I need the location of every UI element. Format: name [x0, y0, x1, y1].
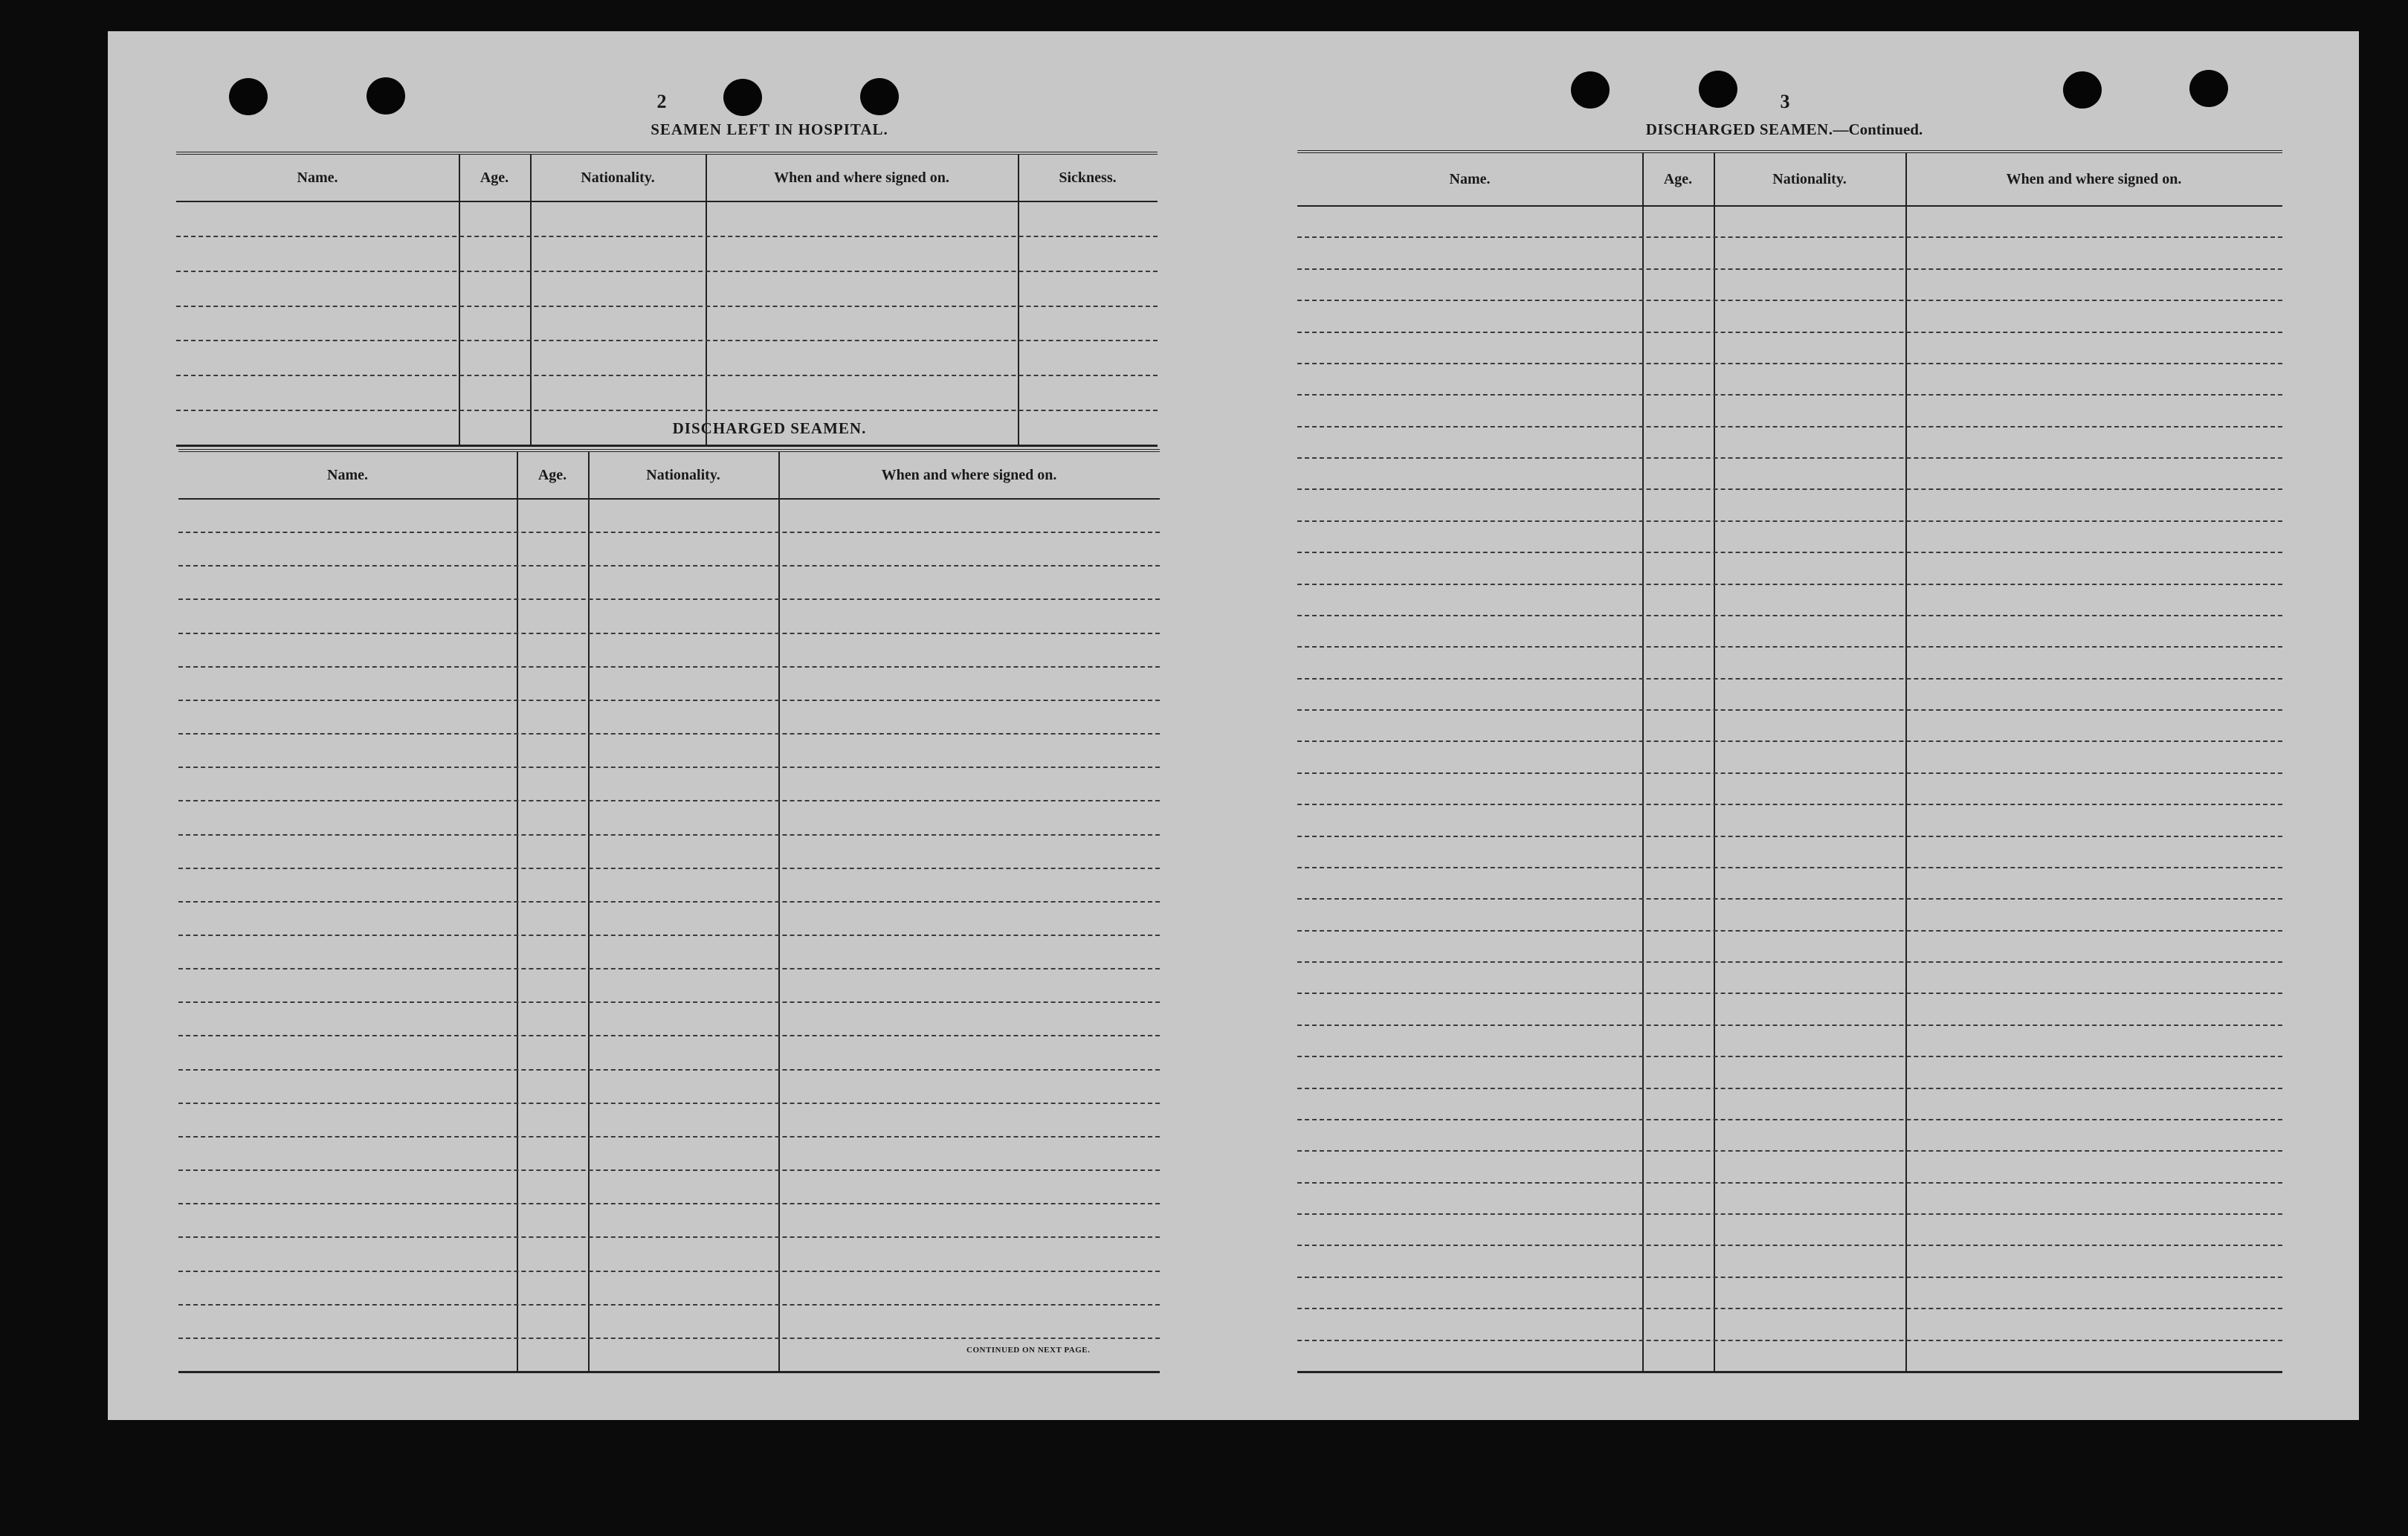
ruled-row-line: [1297, 1088, 2282, 1089]
ruled-row-line: [178, 968, 1160, 969]
punch-hole: [1699, 71, 1737, 108]
ruled-row-line: [178, 1069, 1160, 1071]
ruled-row-line: [178, 1271, 1160, 1272]
ruled-row-line: [1297, 236, 2282, 238]
column-divider: [588, 452, 590, 1371]
ruled-row-line: [1297, 552, 2282, 553]
punch-hole: [229, 78, 268, 115]
ruled-row-line: [1297, 1150, 2282, 1152]
column-header-name: Name.: [1449, 170, 1491, 187]
ruled-row-line: [178, 565, 1160, 567]
ruled-row-line: [1297, 300, 2282, 301]
ruled-row-line: [178, 1169, 1160, 1171]
ruled-row-line: [1297, 678, 2282, 680]
hospital-table: [176, 152, 1158, 447]
ruled-row-line: [1297, 268, 2282, 270]
ruled-row-line: [178, 868, 1160, 869]
ruled-row-line: [178, 1304, 1160, 1306]
ruled-row-line: [1297, 646, 2282, 648]
ruled-row-line: [1297, 993, 2282, 994]
ruled-row-line: [178, 1337, 1160, 1339]
ruled-row-line: [178, 1035, 1160, 1036]
ruled-row-line: [178, 935, 1160, 936]
ruled-row-line: [1297, 1056, 2282, 1057]
column-header-name: Name.: [297, 169, 338, 186]
ruled-row-line: [176, 410, 1158, 411]
column-header-nationality: Nationality.: [581, 169, 655, 186]
column-divider: [778, 452, 780, 1371]
punch-hole: [367, 77, 405, 114]
right-page-number: 3: [1780, 91, 1790, 112]
discharged-continued-title-suffix: —Continued.: [1833, 120, 1923, 138]
discharged-continued-header: [1297, 153, 2282, 207]
ruled-row-line: [1297, 804, 2282, 805]
ruled-row-line: [178, 1103, 1160, 1104]
ruled-row-line: [178, 598, 1160, 600]
ruled-row-line: [1297, 709, 2282, 711]
column-divider: [1714, 153, 1715, 1371]
ruled-row-line: [1297, 1119, 2282, 1120]
discharged-continued-title-main: DISCHARGED SEAMEN.: [1645, 120, 1833, 138]
ruled-row-line: [1297, 740, 2282, 742]
ruled-row-line: [178, 1236, 1160, 1238]
punch-hole: [2063, 71, 2102, 109]
hospital-table-header: [176, 155, 1158, 202]
column-header-signed-on: When and where signed on.: [881, 466, 1057, 483]
form-sheet: [108, 31, 2359, 1420]
ruled-row-line: [178, 901, 1160, 903]
ruled-row-line: [1297, 898, 2282, 900]
ruled-row-line: [178, 700, 1160, 701]
ruled-row-line: [176, 306, 1158, 307]
column-divider: [1642, 153, 1644, 1371]
column-header-nationality: Nationality.: [1772, 170, 1847, 187]
continued-note: CONTINUED ON NEXT PAGE.: [966, 1346, 1091, 1355]
ruled-row-line: [176, 271, 1158, 272]
punch-hole: [1571, 71, 1610, 109]
ruled-row-line: [1297, 1340, 2282, 1341]
ruled-row-line: [176, 375, 1158, 376]
column-header-age: Age.: [1663, 170, 1693, 187]
hospital-section-title: SEAMEN LEFT IN HOSPITAL.: [651, 120, 888, 138]
discharged-section-title: DISCHARGED SEAMEN.: [672, 419, 867, 437]
ruled-row-line: [1297, 520, 2282, 522]
ruled-row-line: [178, 633, 1160, 634]
column-divider: [706, 155, 707, 445]
ruled-row-line: [178, 532, 1160, 533]
column-header-age: Age.: [538, 466, 567, 483]
ruled-row-line: [1297, 457, 2282, 459]
ruled-row-line: [178, 1203, 1160, 1204]
ruled-row-line: [178, 1001, 1160, 1003]
column-divider: [459, 155, 460, 445]
punch-hole: [860, 78, 899, 115]
ruled-row-line: [1297, 1024, 2282, 1026]
ruled-row-line: [176, 340, 1158, 341]
punch-hole: [2189, 70, 2228, 107]
ruled-row-line: [1297, 1245, 2282, 1246]
ruled-row-line: [178, 733, 1160, 735]
column-divider: [530, 155, 532, 445]
column-divider: [1905, 153, 1907, 1371]
ruled-row-line: [178, 800, 1160, 801]
column-header-signed-on: When and where signed on.: [774, 169, 949, 186]
discharged-continued-table: [1297, 150, 2282, 1373]
ruled-row-line: [178, 666, 1160, 668]
ruled-row-line: [1297, 615, 2282, 616]
ruled-row-line: [1297, 1182, 2282, 1184]
column-header-name: Name.: [327, 466, 368, 483]
column-header-age: Age.: [480, 169, 509, 186]
column-divider: [1018, 155, 1019, 445]
ruled-row-line: [1297, 426, 2282, 427]
ruled-row-line: [1297, 836, 2282, 837]
ruled-row-line: [1297, 584, 2282, 585]
ruled-row-line: [176, 236, 1158, 237]
ruled-row-line: [178, 834, 1160, 836]
ruled-row-line: [1297, 930, 2282, 932]
column-header-nationality: Nationality.: [646, 466, 720, 483]
discharged-continued-title: [1520, 120, 2048, 139]
column-header-sickness: Sickness.: [1059, 169, 1117, 186]
ruled-row-line: [178, 767, 1160, 768]
ruled-row-line: [178, 1136, 1160, 1138]
discharged-table: [178, 449, 1160, 1373]
punch-hole: [723, 79, 762, 116]
discharged-table-header: [178, 452, 1160, 500]
left-page-number: 2: [656, 91, 667, 112]
column-divider: [517, 452, 518, 1371]
ruled-row-line: [1297, 394, 2282, 396]
ruled-row-line: [1297, 1277, 2282, 1278]
ruled-row-line: [1297, 363, 2282, 364]
ruled-row-line: [1297, 1213, 2282, 1215]
ruled-row-line: [1297, 332, 2282, 333]
ruled-row-line: [1297, 867, 2282, 868]
ruled-row-line: [1297, 1308, 2282, 1309]
ruled-row-line: [1297, 961, 2282, 963]
column-header-signed-on: When and where signed on.: [2006, 170, 2182, 187]
ruled-row-line: [1297, 772, 2282, 774]
ruled-row-line: [1297, 488, 2282, 490]
